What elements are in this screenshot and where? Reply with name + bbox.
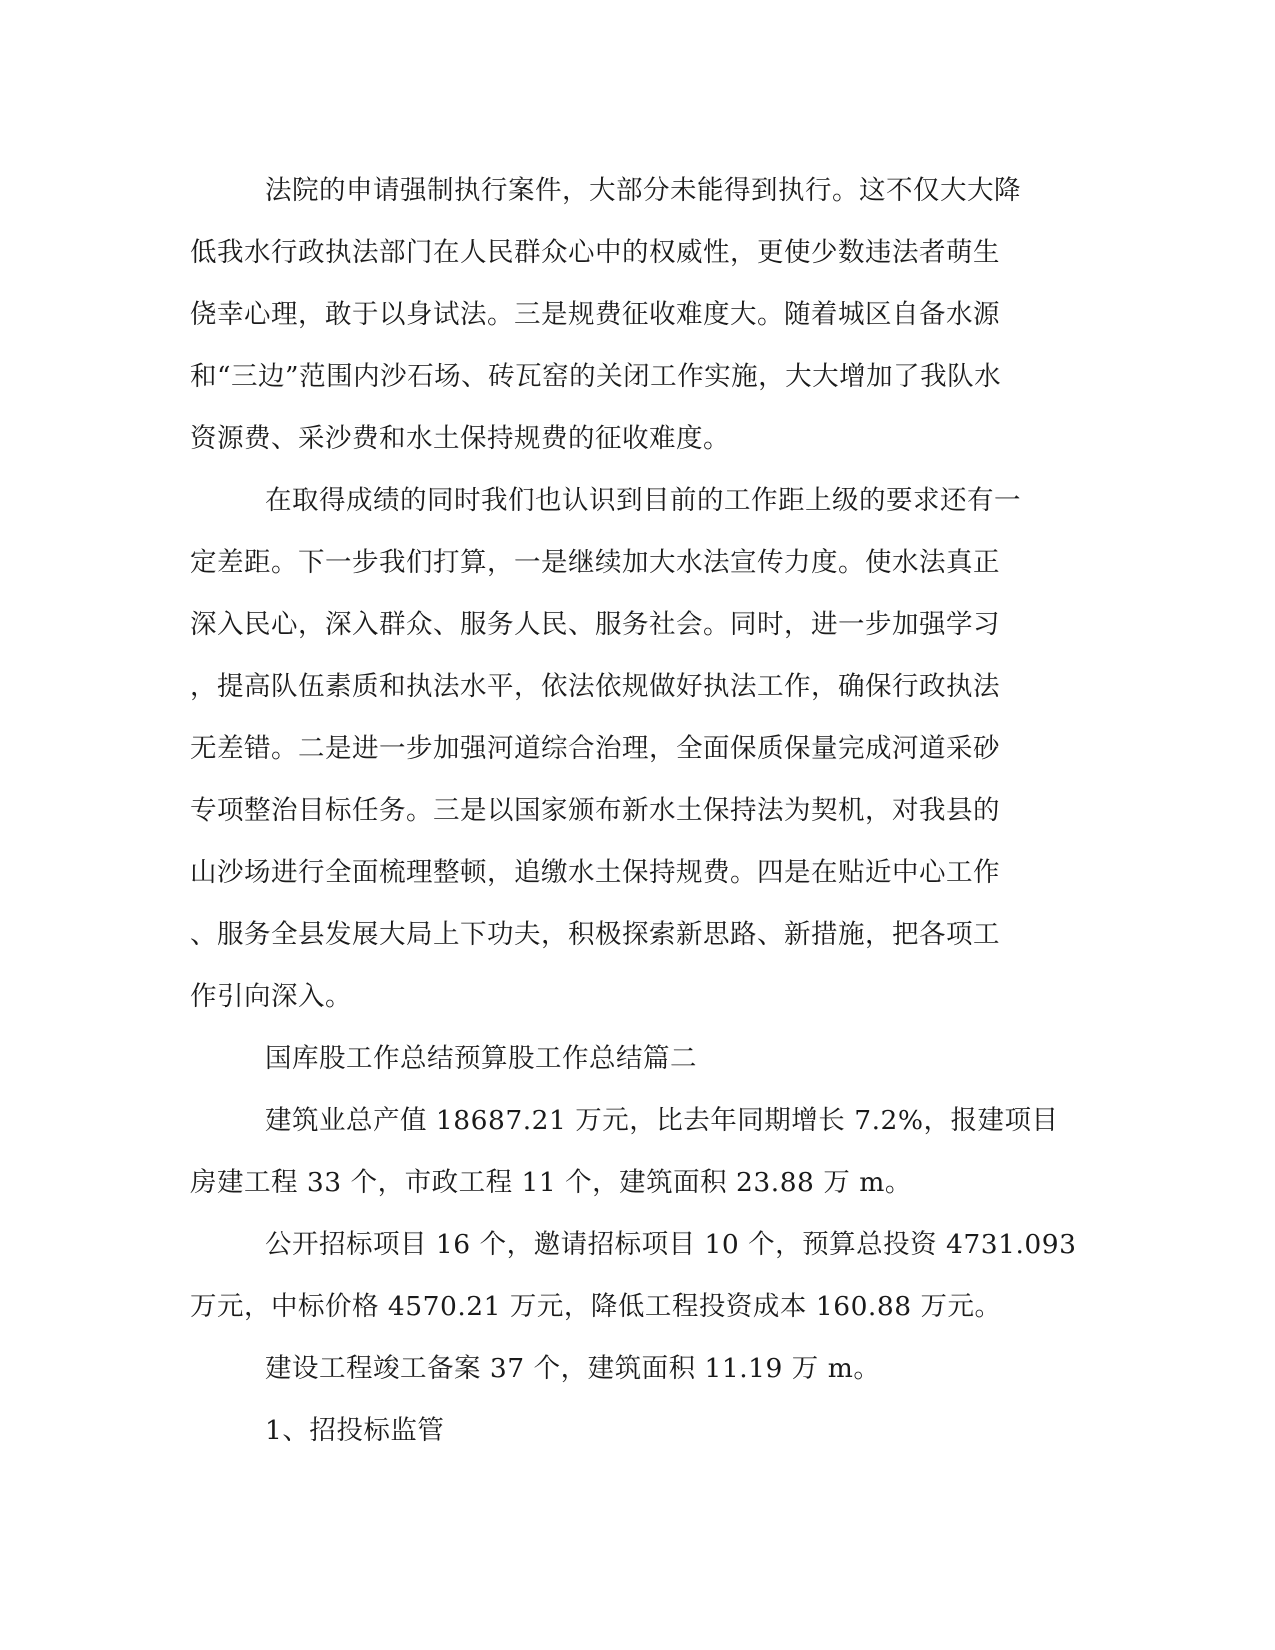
text-line: 、服务全县发展大局上下功夫，积极探索新思路、新措施，把各项工: [190, 919, 1000, 950]
text-line: 万元，中标价格 4570.21 万元，降低工程投资成本 160.88 万元。: [190, 1291, 1002, 1322]
text-line: 无差错。二是进一步加强河道综合治理，全面保质保量完成河道采砂: [190, 733, 1000, 764]
section-title: [190, 1028, 1085, 1090]
document-body: [190, 160, 1085, 1462]
list-item-text: 1、招投标监管: [265, 1415, 445, 1446]
paragraph: [190, 1338, 1085, 1400]
text-line: 山沙场进行全面梳理整顿，追缴水土保持规费。四是在贴近中心工作: [190, 857, 1000, 888]
text-line: 房建工程 33 个，市政工程 11 个，建筑面积 23.88 万 m。: [190, 1167, 912, 1198]
text-line: 建设工程竣工备案 37 个，建筑面积 11.19 万 m。: [265, 1353, 881, 1384]
text-line: 定差距。下一步我们打算，一是继续加大水法宣传力度。使水法真正: [190, 547, 1000, 578]
paragraph: [190, 1090, 1085, 1214]
text-line: 低我水行政执法部门在人民群众心中的权威性，更使少数违法者萌生: [190, 237, 1000, 268]
section-title-text: 国库股工作总结预算股工作总结篇二: [265, 1043, 697, 1074]
paragraph: [190, 160, 1085, 470]
text-line: 专项整治目标任务。三是以国家颁布新水土保持法为契机，对我县的: [190, 795, 1000, 826]
text-line: 深入民心，深入群众、服务人民、服务社会。同时，进一步加强学习: [190, 609, 1000, 640]
text-line: 资源费、采沙费和水土保持规费的征收难度。: [190, 423, 730, 454]
text-line: 和“三边”范围内沙石场、砖瓦窑的关闭工作实施，大大增加了我队水: [190, 361, 1002, 392]
text-line: 法院的申请强制执行案件，大部分未能得到执行。这不仅大大降: [265, 175, 1021, 206]
list-item: [190, 1400, 1085, 1462]
text-line: 公开招标项目 16 个，邀请招标项目 10 个，预算总投资 4731.093: [265, 1229, 1077, 1260]
paragraph: [190, 1214, 1085, 1338]
text-line: ，提高队伍素质和执法水平，依法依规做好执法工作，确保行政执法: [190, 671, 1000, 702]
paragraph: [190, 470, 1085, 1028]
text-line: 建筑业总产值 18687.21 万元，比去年同期增长 7.2%，报建项目: [265, 1105, 1059, 1136]
text-line: 作引向深入。: [190, 981, 352, 1012]
text-line: 在取得成绩的同时我们也认识到目前的工作距上级的要求还有一: [265, 485, 1021, 516]
text-line: 侥幸心理，敢于以身试法。三是规费征收难度大。随着城区自备水源: [190, 299, 1000, 330]
